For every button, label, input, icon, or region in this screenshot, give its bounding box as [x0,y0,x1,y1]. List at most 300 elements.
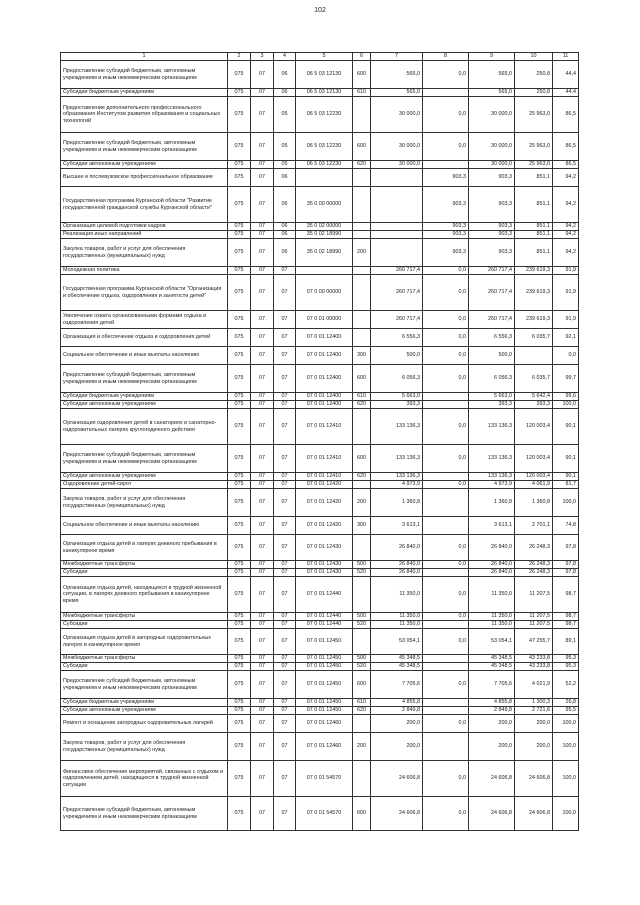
cell-c9: 4 855,8 [469,699,515,707]
row-name: Предоставление субсидий бюджетным, автономным учреждениям и иным некоммерческим организациям [61,445,228,473]
cell-c3: 07 [251,577,274,613]
table-row [61,797,579,831]
cell-c2: 075 [228,267,251,275]
cell-c8: 0,0 [423,535,469,561]
cell-c10: 200,0 [515,715,553,733]
cell-c9: 11 350,0 [469,577,515,613]
table-row [61,223,579,231]
cell-c2: 075 [228,187,251,223]
table-row [61,535,579,561]
cell-c6: 200 [353,239,371,267]
cell-c3: 07 [251,187,274,223]
cell-c2: 075 [228,489,251,517]
cell-c5: 07 0 01 12430 [296,535,353,561]
cell-c7 [371,239,423,267]
cell-c5: 07 0 01 12400 [296,329,353,347]
cell-c2: 075 [228,347,251,365]
cell-c3: 07 [251,347,274,365]
table-row [61,89,579,97]
cell-c4: 07 [274,561,296,569]
cell-c11: 100,0 [553,797,579,831]
row-name: Предоставление субсидий бюджетным, автономным учреждениям и иным некоммерческим организациям [61,365,228,393]
cell-c2: 075 [228,329,251,347]
row-name: Реализация иных направлений [61,231,228,239]
cell-c6: 520 [353,663,371,671]
cell-c8: 0,0 [423,481,469,489]
table-row [61,187,579,223]
column-number: 10 [515,53,553,61]
cell-c5: 07 0 01 54570 [296,797,353,831]
table-row [61,133,579,161]
cell-c8 [423,569,469,577]
cell-c10: 239 619,3 [515,275,553,311]
table-row [61,569,579,577]
cell-c2: 075 [228,733,251,761]
cell-c11: 100,0 [553,761,579,797]
table-row [61,347,579,365]
cell-c4: 07 [274,393,296,401]
row-name: Закупка товаров, работ и услуг для обеспечения государственных (муниципальных) нужд [61,733,228,761]
cell-c2: 075 [228,535,251,561]
cell-c10: 120 003,4 [515,473,553,481]
cell-c8 [423,655,469,663]
cell-c6 [353,275,371,311]
cell-c2: 075 [228,569,251,577]
table-row [61,401,579,409]
cell-c7: 30 000,0 [371,133,423,161]
table-row [61,365,579,393]
table-row [61,481,579,489]
column-number: 9 [469,53,515,61]
cell-c8: 903,3 [423,187,469,223]
cell-c11: 100,0 [553,733,579,761]
cell-c9: 260 717,4 [469,267,515,275]
cell-c9: 11 350,0 [469,613,515,621]
cell-c2: 075 [228,613,251,621]
cell-c6: 500 [353,613,371,621]
row-name: Высшее и послевузовское профессиональное образование [61,169,228,187]
row-name: Субсидии автономным учреждениям [61,473,228,481]
cell-c5: 06 5 03 12130 [296,61,353,89]
cell-c10: 2 701,1 [515,517,553,535]
cell-c7: 133 136,3 [371,445,423,473]
cell-c10: 239 619,3 [515,267,553,275]
cell-c4: 07 [274,473,296,481]
cell-c4: 05 [274,133,296,161]
cell-c8: 0,0 [423,409,469,445]
cell-c11: 94,2 [553,223,579,231]
cell-c5: 07 0 01 00000 [296,311,353,329]
cell-c9: 903,3 [469,169,515,187]
cell-c3: 07 [251,409,274,445]
cell-c10: 851,1 [515,231,553,239]
cell-c11: 100,0 [553,715,579,733]
cell-c8: 0,0 [423,365,469,393]
cell-c4: 07 [274,347,296,365]
cell-c9: 30 000,0 [469,133,515,161]
cell-c6: 600 [353,365,371,393]
cell-c11: 92,1 [553,329,579,347]
table-row [61,267,579,275]
cell-c10: 1 300,3 [515,699,553,707]
cell-c10: 25 963,0 [515,97,553,133]
cell-c9: 133 136,3 [469,473,515,481]
cell-c7: 4 855,8 [371,699,423,707]
row-name: Предоставление дополнительного профессионального образования Институтом развития образования и социальных технологий [61,97,228,133]
cell-c11: 89,1 [553,629,579,655]
cell-c11: 90,1 [553,473,579,481]
cell-c8 [423,733,469,761]
cell-c5: 07 0 01 12420 [296,481,353,489]
cell-c7: 6 556,3 [371,329,423,347]
cell-c4: 07 [274,707,296,715]
cell-c4: 07 [274,517,296,535]
cell-c6: 600 [353,61,371,89]
cell-c9: 26 840,0 [469,569,515,577]
cell-c3: 07 [251,473,274,481]
cell-c10: 24 606,8 [515,797,553,831]
cell-c8: 0,0 [423,613,469,621]
cell-c7: 45 348,5 [371,663,423,671]
cell-c4: 07 [274,699,296,707]
cell-c7: 30 000,0 [371,97,423,133]
cell-c3: 07 [251,231,274,239]
cell-c2: 075 [228,365,251,393]
row-name: Государственная программа Курганской области "Развитие государственной гражданской службы Курганской области" [61,187,228,223]
cell-c6: 620 [353,161,371,169]
row-name: Закупка товаров, работ и услуг для обеспечения государственных (муниципальных) нужд [61,239,228,267]
cell-c6: 500 [353,655,371,663]
cell-c3: 07 [251,481,274,489]
cell-c10: 47 255,7 [515,629,553,655]
cell-c5: 07 0 01 12450 [296,629,353,655]
cell-c7: 26 840,0 [371,569,423,577]
cell-c6: 610 [353,89,371,97]
cell-c6: 620 [353,401,371,409]
cell-c5: 07 0 01 12410 [296,445,353,473]
column-number-row [61,53,579,61]
cell-c5: 07 0 01 12440 [296,621,353,629]
table-row [61,629,579,655]
cell-c11: 99,7 [553,365,579,393]
cell-c11: 90,1 [553,445,579,473]
cell-c4: 05 [274,161,296,169]
cell-c9: 903,3 [469,231,515,239]
cell-c8: 0,0 [423,629,469,655]
row-name: Предоставление субсидий бюджетным, автономным учреждениям и иным некоммерческим организациям [61,61,228,89]
cell-c2: 075 [228,663,251,671]
cell-c9: 5 663,0 [469,393,515,401]
cell-c4: 07 [274,365,296,393]
cell-c6 [353,409,371,445]
cell-c10: 239 619,3 [515,311,553,329]
row-name: Межбюджетные трансферты [61,561,228,569]
row-name: Организация и обеспечение отдыха и оздоровления детей [61,329,228,347]
cell-c3: 07 [251,655,274,663]
cell-c7: 11 350,0 [371,577,423,613]
cell-c9: 45 348,5 [469,663,515,671]
cell-c5: 07 0 01 12440 [296,577,353,613]
cell-c7: 5 663,0 [371,393,423,401]
cell-c8 [423,89,469,97]
cell-c4: 06 [274,61,296,89]
cell-c11: 95,3 [553,655,579,663]
cell-c11: 100,0 [553,401,579,409]
cell-c6 [353,311,371,329]
cell-c10: 26 248,3 [515,535,553,561]
cell-c8 [423,699,469,707]
cell-c8: 0,0 [423,311,469,329]
cell-c2: 075 [228,655,251,663]
cell-c5: 35 0 00 00000 [296,187,353,223]
cell-c2: 075 [228,89,251,97]
cell-c5: 07 0 01 12420 [296,489,353,517]
row-name: Предоставление субсидий бюджетным, автономным учреждениям и иным некоммерческим организациям [61,797,228,831]
cell-c3: 07 [251,517,274,535]
cell-c5 [296,169,353,187]
cell-c3: 07 [251,613,274,621]
table-row [61,613,579,621]
cell-c8: 903,3 [423,231,469,239]
cell-c5: 07 0 01 12430 [296,561,353,569]
cell-c2: 075 [228,275,251,311]
cell-c6 [353,223,371,231]
cell-c10: 851,1 [515,223,553,231]
cell-c5: 07 0 00 00000 [296,275,353,311]
cell-c3: 07 [251,663,274,671]
cell-c4: 07 [274,733,296,761]
cell-c4: 06 [274,187,296,223]
cell-c9: 6 056,3 [469,365,515,393]
row-name: Организация отдыха детей, находящихся в трудной жизненной ситуации, в лагерях дневного пребывания в каникулярное время [61,577,228,613]
cell-c5: 35 0 02 18990 [296,231,353,239]
cell-c3: 07 [251,275,274,311]
cell-c10: 851,1 [515,187,553,223]
table-row [61,561,579,569]
row-name: Субсидии бюджетным учреждениям [61,89,228,97]
cell-c6 [353,231,371,239]
cell-c3: 07 [251,699,274,707]
cell-c6: 300 [353,347,371,365]
cell-c7: 24 606,8 [371,797,423,831]
cell-c4: 06 [274,169,296,187]
cell-c8 [423,621,469,629]
cell-c4: 07 [274,655,296,663]
table-row [61,621,579,629]
cell-c2: 075 [228,707,251,715]
cell-c11: 86,5 [553,161,579,169]
cell-c3: 07 [251,133,274,161]
row-name: Организация отдыха детей в загородных оздоровительных лагерях в каникулярное время [61,629,228,655]
cell-c11: 52,2 [553,671,579,699]
cell-c11: 26,8 [553,699,579,707]
cell-c5: 07 0 01 12400 [296,347,353,365]
cell-c6: 620 [353,707,371,715]
cell-c7: 133 136,3 [371,409,423,445]
cell-c8: 903,3 [423,223,469,231]
cell-c6: 610 [353,699,371,707]
cell-c8 [423,161,469,169]
table-row [61,97,579,133]
cell-c8: 0,0 [423,715,469,733]
table-row [61,311,579,329]
cell-c2: 075 [228,473,251,481]
cell-c8 [423,473,469,481]
cell-c9: 26 840,0 [469,535,515,561]
cell-c2: 075 [228,715,251,733]
cell-c8: 0,0 [423,347,469,365]
cell-c4: 07 [274,577,296,613]
cell-c10: 26 248,3 [515,569,553,577]
cell-c6 [353,267,371,275]
table-row [61,489,579,517]
table-row [61,671,579,699]
cell-c4: 07 [274,409,296,445]
row-name: Межбюджетные трансферты [61,613,228,621]
cell-c4: 06 [274,89,296,97]
cell-c10 [515,347,553,365]
cell-c6 [353,715,371,733]
cell-c10: 1 360,8 [515,489,553,517]
row-name: Организация отдыха детей в лагерях дневного пребывания в каникулярное время [61,535,228,561]
cell-c8: 0,0 [423,761,469,797]
table-row [61,409,579,445]
cell-c4: 07 [274,613,296,621]
cell-c4: 07 [274,715,296,733]
cell-c6: 600 [353,671,371,699]
cell-c8 [423,401,469,409]
cell-c7: 26 840,0 [371,535,423,561]
cell-c5: 35 0 02 00000 [296,223,353,231]
cell-c3: 07 [251,569,274,577]
row-name: Субсидии бюджетным учреждениям [61,699,228,707]
column-number: 6 [353,53,371,61]
cell-c3: 07 [251,561,274,569]
row-name: Ремонт и оснащение загородных оздоровительных лагерей [61,715,228,733]
cell-c7: 11 350,0 [371,613,423,621]
cell-c8: 0,0 [423,445,469,473]
table-row [61,275,579,311]
cell-c2: 075 [228,401,251,409]
cell-c7 [371,169,423,187]
cell-c9: 903,3 [469,187,515,223]
cell-c4: 05 [274,97,296,133]
cell-c9: 45 348,5 [469,655,515,663]
table-row [61,733,579,761]
cell-c8: 0,0 [423,561,469,569]
cell-c7: 500,0 [371,347,423,365]
cell-c7: 565,0 [371,89,423,97]
cell-c9: 565,0 [469,61,515,89]
cell-c2: 075 [228,577,251,613]
table-row [61,715,579,733]
cell-c5 [296,267,353,275]
cell-c10: 851,1 [515,169,553,187]
cell-c8 [423,393,469,401]
cell-c9: 133 136,3 [469,409,515,445]
column-number: 8 [423,53,469,61]
cell-c11: 97,8 [553,561,579,569]
cell-c5: 35 0 02 18990 [296,239,353,267]
table-row [61,161,579,169]
cell-c2: 075 [228,311,251,329]
cell-c7: 45 348,5 [371,655,423,663]
cell-c8: 0,0 [423,275,469,311]
cell-c11: 44,4 [553,61,579,89]
cell-c11: 100,0 [553,489,579,517]
cell-c11: 97,8 [553,569,579,577]
cell-c9: 133 136,3 [469,445,515,473]
cell-c5: 07 0 01 12450 [296,663,353,671]
cell-c3: 07 [251,239,274,267]
row-name: Государственная программа Курганской области "Организация и обеспечение отдыха, оздоровления и занятости детей" [61,275,228,311]
cell-c4: 07 [274,267,296,275]
cell-c8 [423,517,469,535]
cell-c2: 075 [228,161,251,169]
cell-c3: 07 [251,707,274,715]
cell-c9: 200,0 [469,715,515,733]
cell-c8 [423,663,469,671]
cell-c7: 1 360,8 [371,489,423,517]
cell-c9: 53 054,1 [469,629,515,655]
cell-c10: 250,8 [515,89,553,97]
cell-c2: 075 [228,699,251,707]
cell-c2: 075 [228,393,251,401]
cell-c6: 520 [353,569,371,577]
table-row [61,231,579,239]
cell-c6 [353,187,371,223]
cell-c8: 903,3 [423,239,469,267]
cell-c11: 98,7 [553,577,579,613]
cell-c7 [371,223,423,231]
table-row [61,761,579,797]
cell-c4: 07 [274,629,296,655]
cell-c11: 90,1 [553,409,579,445]
cell-c3: 07 [251,329,274,347]
cell-c3: 07 [251,629,274,655]
cell-c3: 07 [251,365,274,393]
table-row [61,577,579,613]
cell-c8: 0,0 [423,329,469,347]
cell-c11: 95,5 [553,707,579,715]
cell-c11: 98,7 [553,613,579,621]
row-name: Социальное обеспечение и иные выплаты населению [61,347,228,365]
cell-c7: 2 849,8 [371,707,423,715]
row-name: Субсидии [61,621,228,629]
cell-c7: 6 056,3 [371,365,423,393]
cell-c6: 500 [353,561,371,569]
cell-c9: 26 840,0 [469,561,515,569]
table-row [61,169,579,187]
cell-c10: 6 035,7 [515,365,553,393]
cell-c5: 07 0 01 12410 [296,473,353,481]
table-row [61,445,579,473]
cell-c11: 91,9 [553,275,579,311]
cell-c10: 2 721,6 [515,707,553,715]
cell-c7: 24 606,8 [371,761,423,797]
table-row [61,61,579,89]
cell-c3: 07 [251,223,274,231]
column-number: 3 [251,53,274,61]
cell-c2: 075 [228,239,251,267]
cell-c3: 07 [251,621,274,629]
cell-c9: 260 717,4 [469,311,515,329]
cell-c5: 07 0 01 12450 [296,707,353,715]
row-name: Межбюджетные трансферты [61,655,228,663]
table-row [61,699,579,707]
cell-c9: 500,0 [469,347,515,365]
cell-c2: 075 [228,97,251,133]
